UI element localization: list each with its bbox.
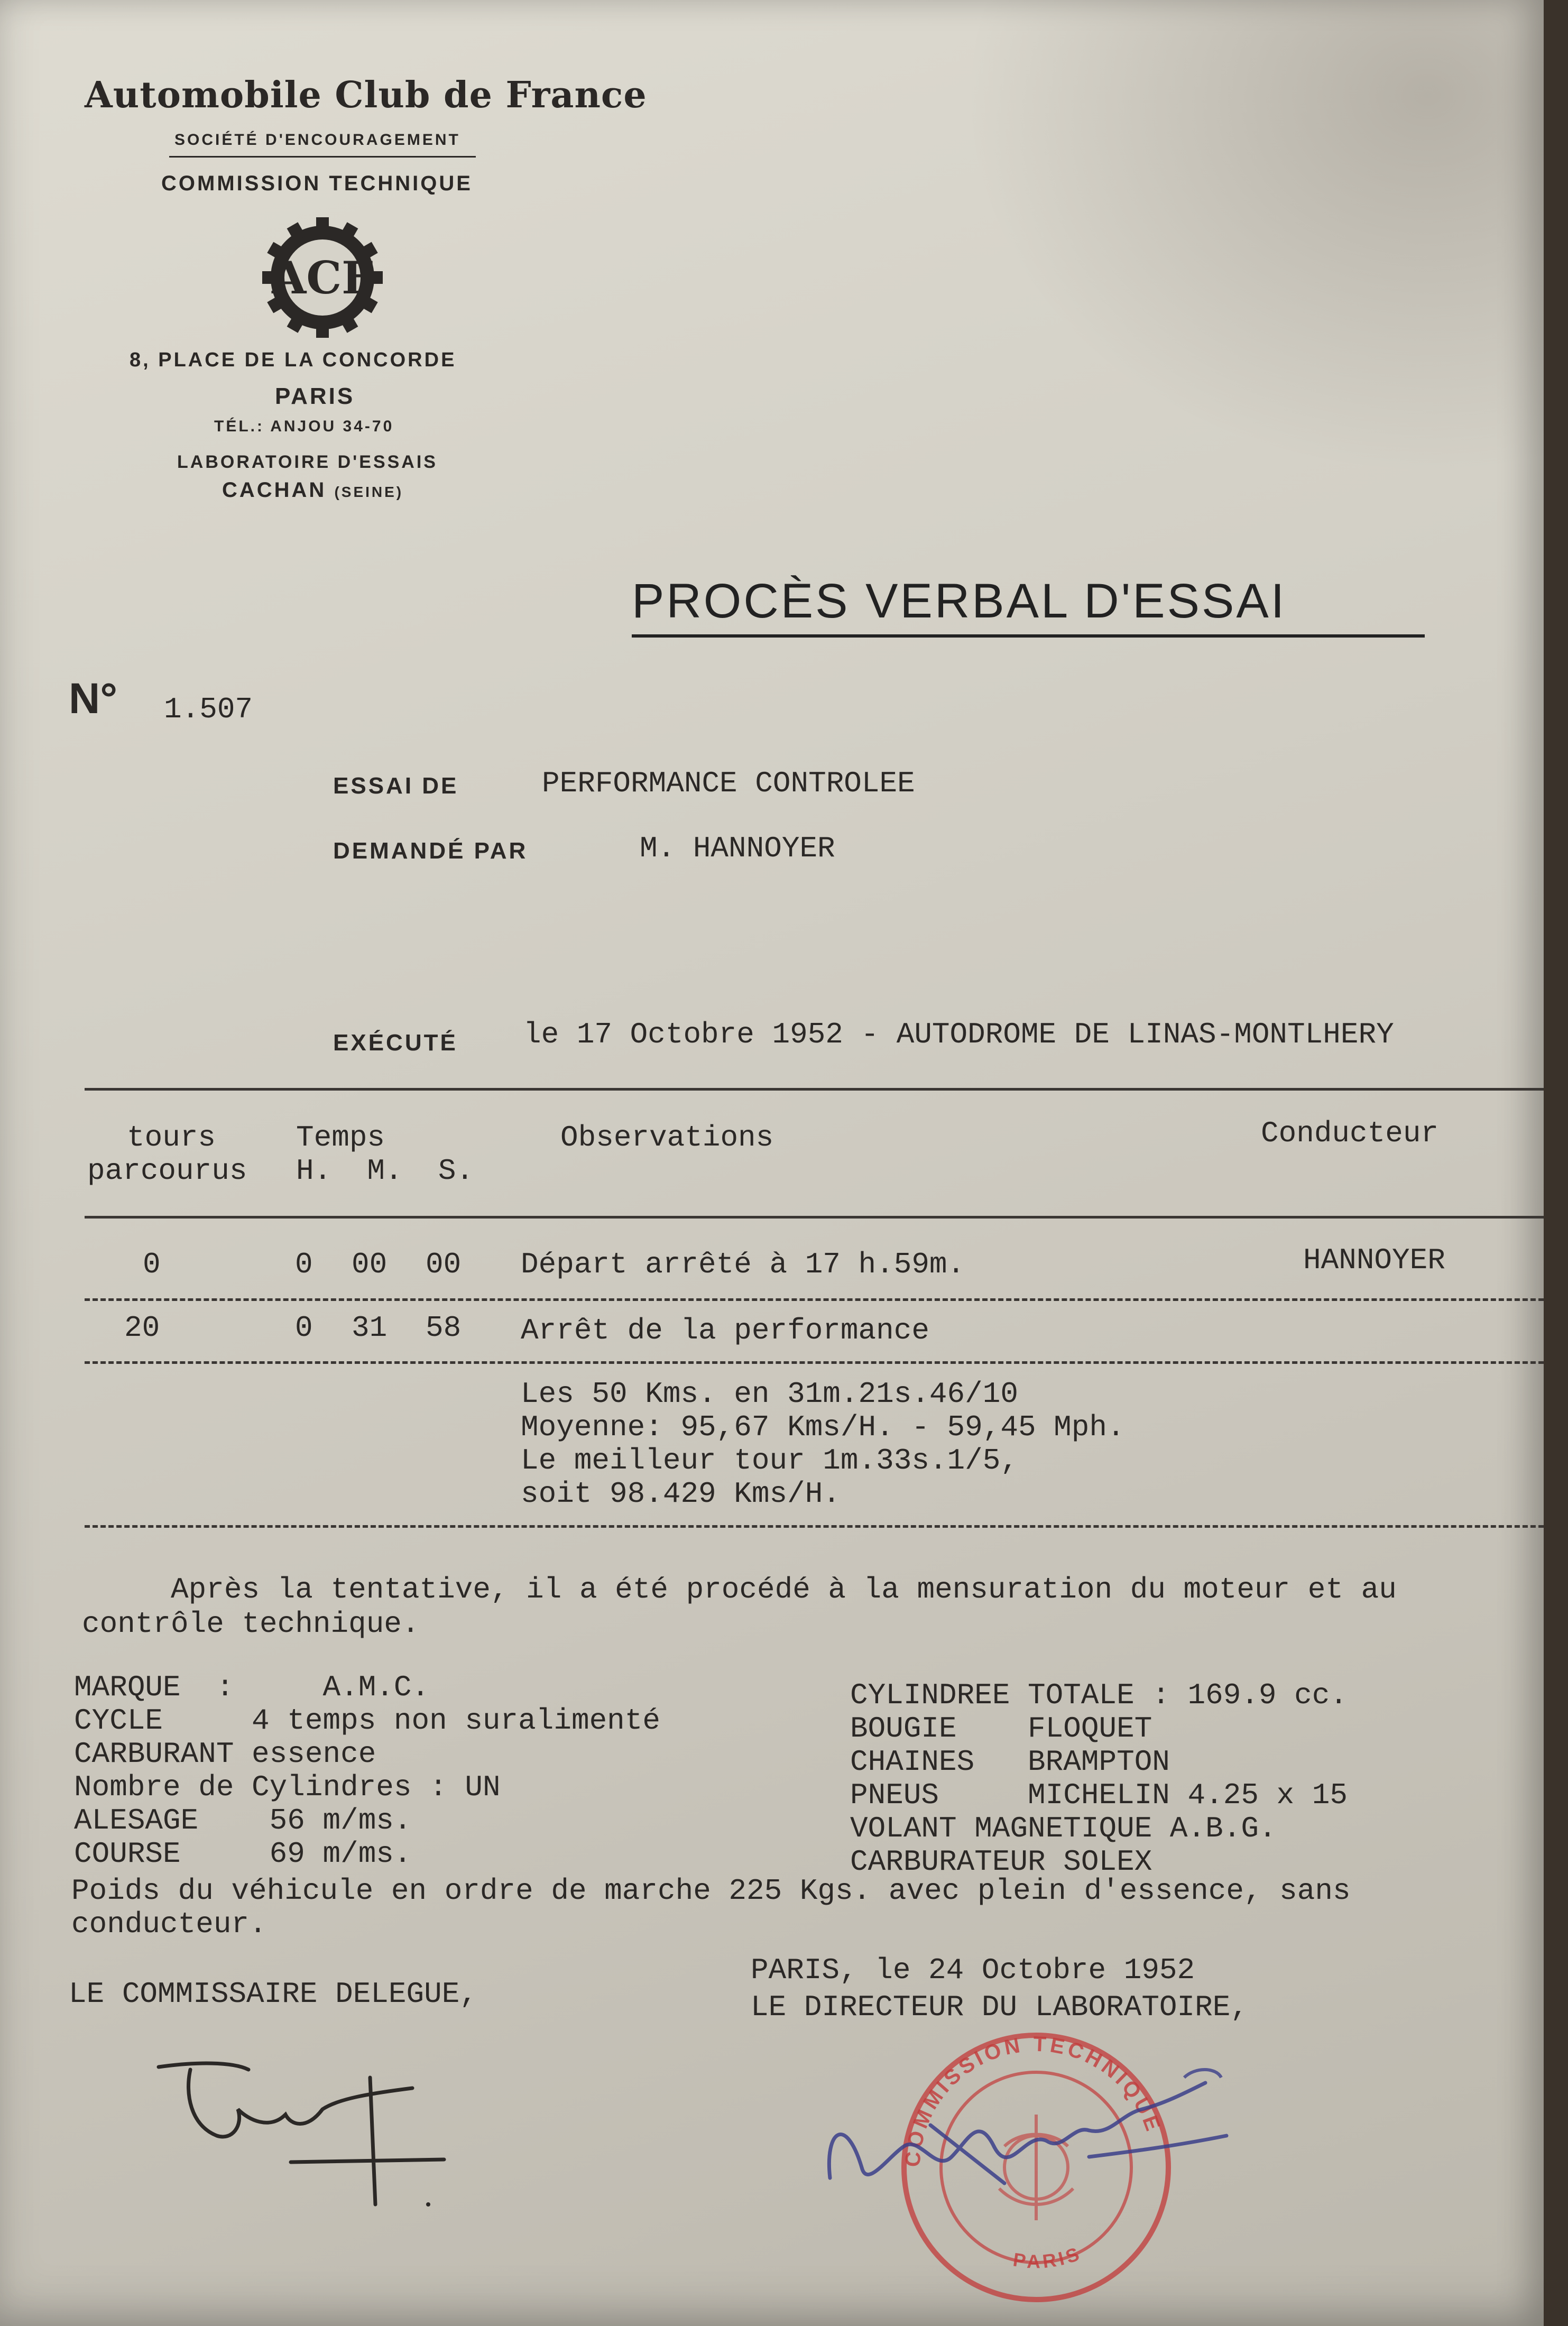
org-name: Automobile Club de France	[85, 74, 647, 116]
execute-value: le 17 Octobre 1952 - AUTODROME DE LINAS-MONTLHERY	[523, 1018, 1394, 1051]
title-underline	[632, 634, 1425, 638]
spec-pneus: PNEUS MICHELIN 4.25 x 15	[850, 1778, 1348, 1812]
spec-cycle: CYCLE 4 temps non suralimenté	[74, 1704, 660, 1738]
weight-line-2: conducteur.	[71, 1907, 267, 1941]
summary-line-1: Les 50 Kms. en 31m.21s.46/10	[521, 1377, 1018, 1411]
acf-logo	[259, 214, 386, 341]
row1-obs: Départ arrêté à 17 h.59m.	[521, 1248, 965, 1281]
col-tours-1: tours	[127, 1121, 216, 1155]
number-value: 1.507	[164, 693, 253, 726]
spec-chaines: CHAINES BRAMPTON	[850, 1745, 1170, 1779]
spec-marque: MARQUE : A.M.C.	[74, 1670, 430, 1704]
org-commission: COMMISSION TECHNIQUE	[161, 172, 473, 195]
rule-row2	[85, 1361, 1544, 1364]
directeur-label: LE DIRECTEUR DU LABORATOIRE,	[751, 1990, 1248, 2024]
demande-label: DEMANDÉ PAR	[333, 838, 528, 864]
address: 8, PLACE DE LA CONCORDE	[130, 349, 457, 371]
summary-line-4: soit 98.429 Kms/H.	[521, 1477, 841, 1511]
paragraph-line-2: contrôle technique.	[82, 1607, 420, 1641]
summary-line-3: Le meilleur tour 1m.33s.1/5,	[521, 1444, 1018, 1478]
spec-course: COURSE 69 m/ms.	[74, 1837, 412, 1871]
col-temps-1: Temps	[296, 1121, 385, 1155]
rule-row1	[85, 1298, 1544, 1301]
stamp-text: COMMISSION TECHNIQUE	[901, 2032, 1166, 2168]
row1-m: 00	[352, 1248, 388, 1281]
essai-value: PERFORMANCE CONTROLEE	[542, 767, 915, 800]
paper-shadow	[962, 0, 1544, 476]
letterhead-rule	[169, 156, 476, 158]
rule-header	[85, 1216, 1544, 1219]
rule-top	[85, 1088, 1544, 1091]
org-society: SOCIÉTÉ D'ENCOURAGEMENT	[174, 131, 460, 149]
lab-city: CACHAN (SEINE)	[222, 478, 404, 502]
summary-line-2: Moyenne: 95,67 Kms/H. - 59,45 Mph.	[521, 1410, 1125, 1444]
commissaire-signature	[148, 2046, 465, 2215]
spec-cylindree: CYLINDREE TOTALE : 169.9 cc.	[850, 1678, 1348, 1712]
row1-tours: 0	[143, 1248, 161, 1281]
row1-conducteur: HANNOYER	[1303, 1243, 1445, 1277]
paragraph-line-1: Après la tentative, il a été procédé à la mensuration du moteur et au	[82, 1573, 1397, 1607]
col-observations: Observations	[560, 1121, 774, 1155]
commissaire-label: LE COMMISSAIRE DELEGUE,	[69, 1977, 477, 2011]
place-date: PARIS, le 24 Octobre 1952	[751, 1953, 1195, 1987]
city: PARIS	[275, 383, 355, 409]
col-tours-2: parcourus	[87, 1154, 247, 1188]
spec-cylindres: Nombre de Cylindres : UN	[74, 1770, 501, 1804]
lab: LABORATOIRE D'ESSAIS	[177, 452, 438, 472]
row2-m: 31	[352, 1311, 388, 1345]
row2-tours: 20	[124, 1311, 160, 1345]
spec-alesage: ALESAGE 56 m/ms.	[74, 1804, 412, 1838]
stamp-bottom-text: PARIS	[1011, 2241, 1085, 2273]
weight-line-1: Poids du véhicule en ordre de marche 225 Kgs. avec plein d'essence, sans	[71, 1874, 1351, 1908]
logo-letters: ACF	[272, 252, 373, 304]
col-conducteur: Conducteur	[1261, 1116, 1439, 1150]
row2-s: 58	[426, 1311, 462, 1345]
row1-s: 00	[426, 1248, 462, 1281]
spec-volant: VOLANT MAGNETIQUE A.B.G.	[850, 1812, 1277, 1845]
col-temps-2: H. M. S.	[296, 1154, 474, 1188]
spec-carburateur: CARBURATEUR SOLEX	[850, 1845, 1152, 1879]
spec-carburant: CARBURANT essence	[74, 1737, 376, 1771]
number-label: N°	[69, 675, 118, 723]
phone: TÉL.: ANJOU 34-70	[214, 418, 394, 435]
demande-value: M. HANNOYER	[640, 832, 835, 865]
director-signature	[814, 2051, 1290, 2220]
row1-h: 0	[295, 1248, 313, 1281]
row2-obs: Arrêt de la performance	[521, 1314, 929, 1347]
essai-label: ESSAI DE	[333, 773, 459, 799]
rule-summary	[85, 1525, 1544, 1528]
document-title: PROCÈS VERBAL D'ESSAI	[632, 574, 1287, 628]
execute-label: EXÉCUTÉ	[333, 1030, 458, 1056]
spec-bougie: BOUGIE FLOQUET	[850, 1712, 1152, 1746]
row2-h: 0	[295, 1311, 313, 1345]
